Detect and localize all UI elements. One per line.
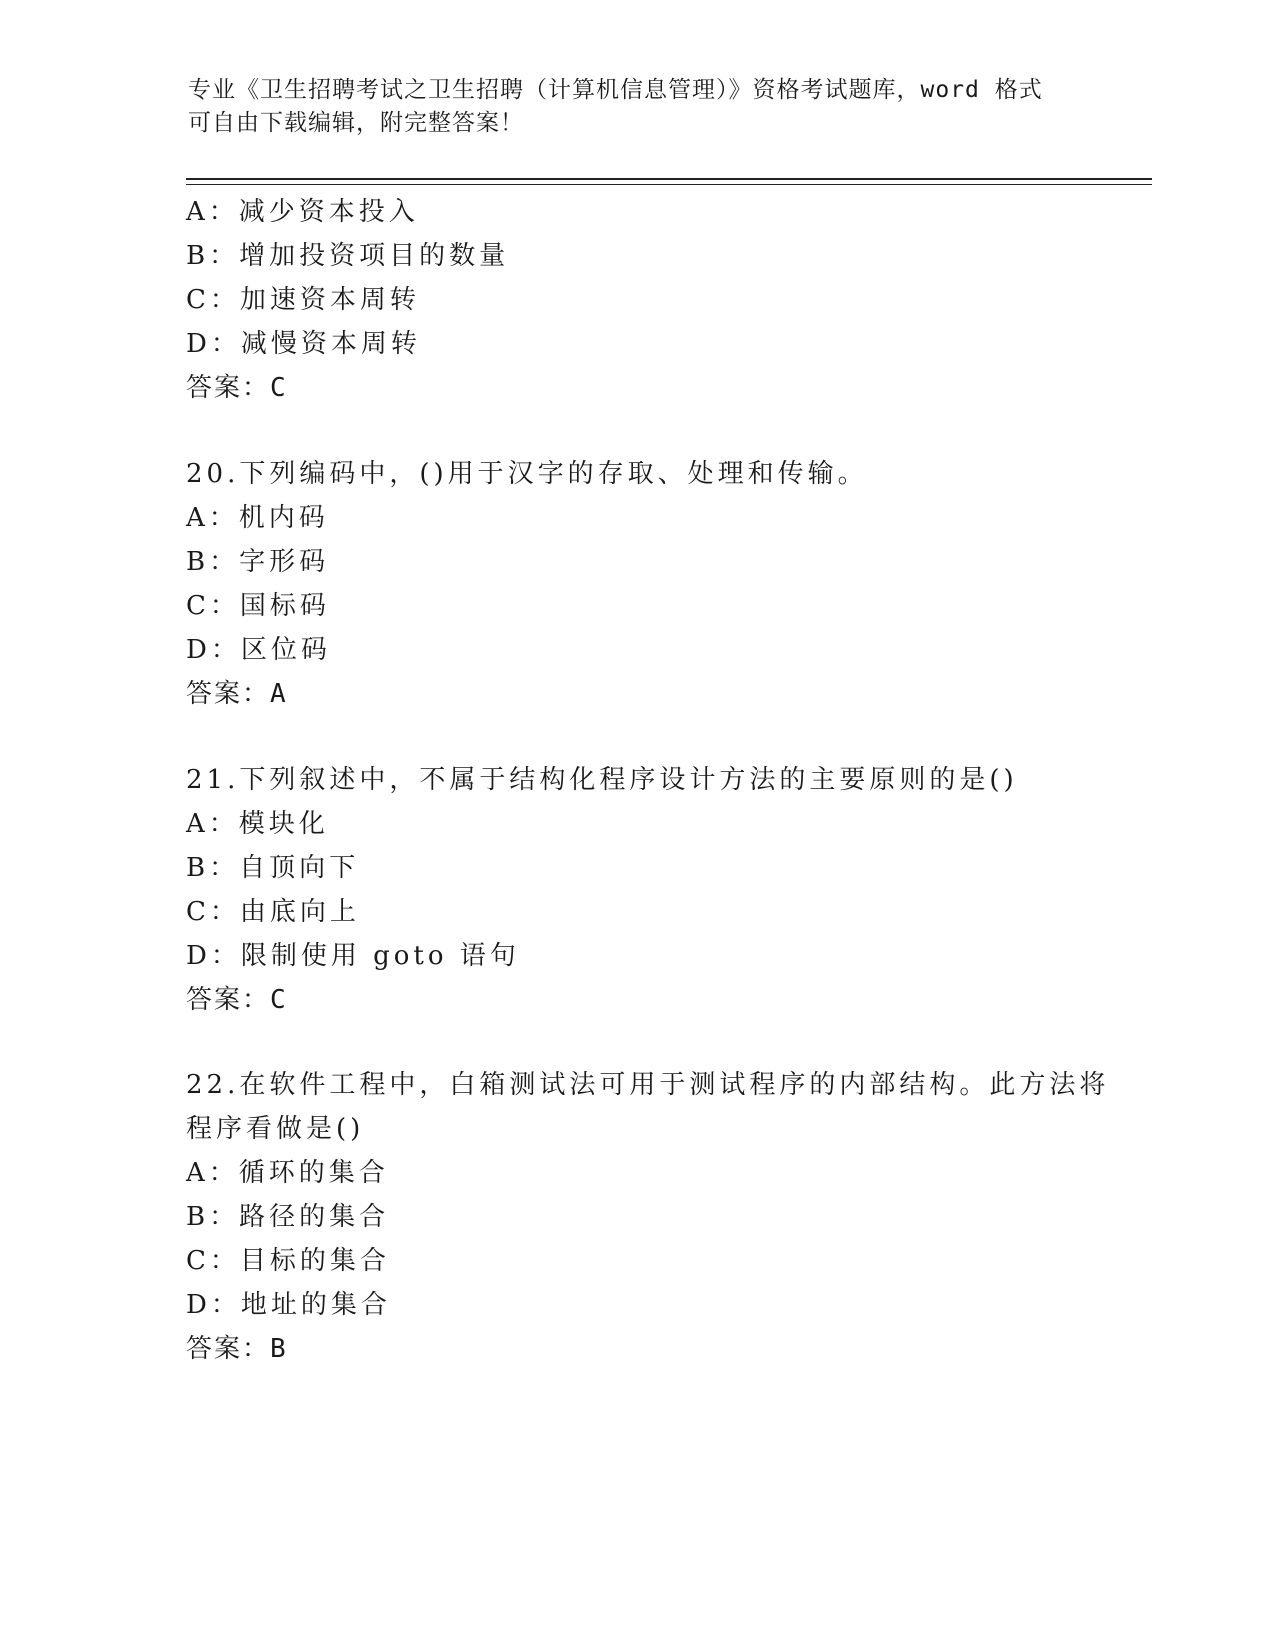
q22-question-line-2: 程序看做是() — [186, 1114, 365, 1144]
q22-option-a: A：循环的集合 — [186, 1158, 389, 1188]
header-line-2: 可自由下载编辑，附完整答案！ — [188, 110, 524, 136]
q22-answer: 答案：B — [186, 1334, 288, 1364]
q20-question: 20.下列编码中，()用于汉字的存取、处理和传输。 — [186, 459, 868, 489]
q21-option-d: D：限制使用 goto 语句 — [186, 941, 520, 971]
header-line-1: 专业《卫生招聘考试之卫生招聘（计算机信息管理）》资格考试题库，word 格式 — [188, 77, 1043, 103]
header-divider-thick — [186, 178, 1152, 180]
q21-option-c: C：由底向上 — [186, 897, 360, 927]
q22-option-d: D：地址的集合 — [186, 1290, 391, 1320]
q19-answer: 答案：C — [186, 373, 288, 403]
header-divider-thin — [186, 184, 1152, 185]
q20-option-a: A：机内码 — [186, 503, 329, 533]
q20-answer: 答案：A — [186, 679, 288, 709]
q21-option-b: B：自顶向下 — [186, 853, 360, 883]
q22-option-c: C：目标的集合 — [186, 1246, 390, 1276]
q21-question: 21.下列叙述中，不属于结构化程序设计方法的主要原则的是() — [186, 765, 1018, 795]
q21-option-a: A：模块化 — [186, 809, 329, 839]
document-header — [188, 74, 1088, 140]
q19-option-d: D：减慢资本周转 — [186, 329, 421, 359]
q19-option-b: B：增加投资项目的数量 — [186, 241, 510, 271]
q19-option-a: A：减少资本投入 — [186, 197, 419, 227]
q20-option-d: D：区位码 — [186, 635, 331, 665]
q20-option-b: B：字形码 — [186, 547, 330, 577]
q20-option-c: C：国标码 — [186, 591, 330, 621]
q19-option-c: C：加速资本周转 — [186, 285, 420, 315]
q22-question-line-1: 22.在软件工程中，白箱测试法可用于测试程序的内部结构。此方法将 — [186, 1070, 1110, 1100]
q21-answer: 答案：C — [186, 985, 288, 1015]
q22-option-b: B：路径的集合 — [186, 1202, 390, 1232]
